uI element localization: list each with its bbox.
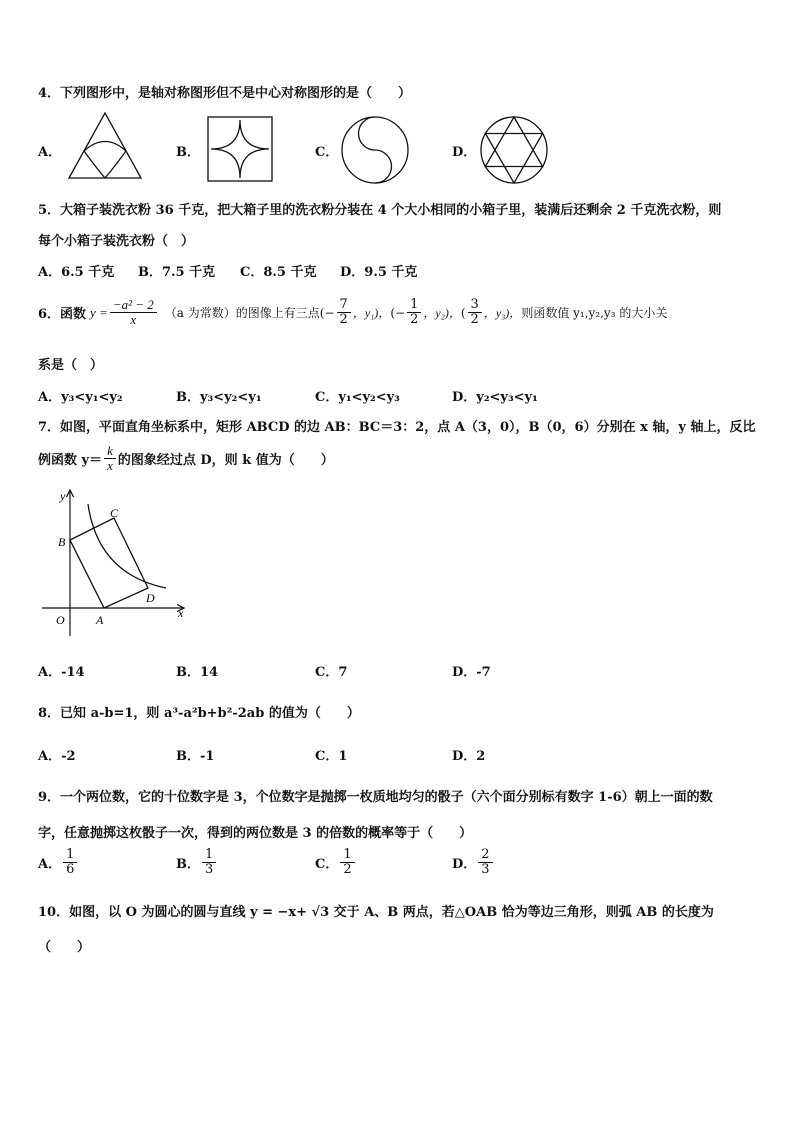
label-b: B: [58, 535, 66, 549]
q6-p2-num: 1: [407, 298, 421, 313]
q6-stem-line2: 系是（ ）: [38, 358, 104, 373]
q8-option-a: A．-2: [38, 749, 76, 764]
q6-function-fraction: [110, 298, 157, 328]
q6-p3-close: ，y₃)，: [483, 306, 522, 321]
q9-option-b-letter: B．: [176, 857, 200, 873]
label-o: O: [56, 613, 65, 627]
q5-option-b: B．7.5 千克: [138, 265, 216, 280]
q6-tail: 则函数值 y₁,y₂,y₃ 的大小关: [521, 306, 668, 321]
q6-p3-fraction: [468, 298, 482, 328]
q8-stem: 8．已知 a-b=1，则 a³-a²b+b²-2ab 的值为（ ）: [38, 706, 360, 721]
q4-option-d-label: D．: [452, 145, 477, 160]
q7-option-c: C．7: [315, 665, 348, 680]
q9-option-a-letter: A．: [38, 857, 62, 873]
q6-option-d: D．y₂<y₃<y₁: [452, 390, 538, 405]
q8-option-b: B．-1: [176, 749, 215, 764]
q9-option-d-letter: D．: [452, 857, 477, 873]
q6-option-a: A．y₃<y₁<y₂: [38, 390, 123, 405]
q6-p3-den: 2: [470, 312, 479, 328]
q6-option-c: C．y₁<y₂<y₃: [315, 390, 400, 405]
q9-option-a-fraction: [63, 848, 77, 878]
label-d: D: [146, 591, 155, 605]
q9-b-num: 1: [202, 848, 216, 863]
q6-p1-open: (−: [319, 305, 335, 320]
q9-option-b-fraction: [202, 848, 216, 878]
q7-option-b: B．14: [176, 665, 219, 680]
q9-a-den: 6: [66, 862, 75, 878]
label-y: y: [60, 489, 66, 503]
q10-stem-line2: （ ）: [38, 940, 91, 955]
q6-p1-den: 2: [339, 312, 348, 328]
q9-option-b: [176, 848, 218, 878]
q5-option-d: D．9.5 千克: [340, 265, 418, 280]
q6-stem-line1: [38, 298, 667, 328]
q6-p1-close: ，y₁)，: [352, 306, 391, 321]
q6-p2-fraction: [407, 298, 421, 328]
q4-option-b-label: B．: [176, 145, 200, 160]
q6-option-b: B．y₃<y₂<y₁: [176, 390, 262, 405]
q4-option-c-label: C．: [315, 145, 339, 160]
q9-stem-line2: 字，任意抛掷这枚骰子一次，得到的两位数是 3 的倍数的概率等于（ ）: [38, 826, 473, 841]
q9-d-den: 3: [481, 862, 490, 878]
q5-option-a: A．6.5 千克: [38, 265, 115, 280]
q5-stem-line2: 每个小箱子装洗衣粉（ ）: [38, 234, 195, 249]
q9-c-num: 1: [340, 848, 354, 863]
q4-figure-c: [338, 113, 412, 187]
q9-d-num: 2: [478, 848, 492, 863]
q4-figure-b: [205, 114, 275, 184]
q7-option-a: A．-14: [38, 665, 85, 680]
q6-fraction-num: −a² − 2: [110, 298, 157, 313]
q6-p2-open: (−: [390, 305, 406, 320]
label-c: C: [110, 506, 119, 520]
label-a: A: [96, 613, 104, 627]
q6-p2-close: ，y₂)，: [423, 306, 461, 321]
q4-option-a-label: A．: [38, 145, 62, 160]
q9-a-num: 1: [63, 848, 77, 863]
q10-stem-line1: 10．如图，以 O 为圆心的圆与直线 y = −x+ √3 交于 A、B 两点，若△OAB 恰为等边三角形，则弧 AB 的长度为: [38, 905, 714, 920]
q7-option-d: D．-7: [452, 665, 491, 680]
q6-p2-den: 2: [410, 312, 419, 328]
q9-option-c: [315, 848, 357, 878]
q4-figure-a: [66, 110, 144, 182]
q7-line2-suffix: 的图象经过点 D，则 k 值为（ ）: [117, 453, 334, 469]
q7-figure: [38, 484, 198, 644]
q9-c-den: 2: [343, 862, 352, 878]
q8-option-d: D．2: [452, 749, 486, 764]
q6-p1-fraction: [337, 298, 351, 328]
q6-p1-num: 7: [337, 298, 351, 313]
q7-stem-line1: 7．如图，平面直角坐标系中，矩形 ABCD 的边 AB：BC＝3：2，点 A（3，0），B（0，6）分别在 x 轴，y 轴上，反比: [38, 420, 756, 435]
q6-p3-num: 3: [468, 298, 482, 313]
q7-x: x: [107, 458, 113, 474]
q9-option-d-fraction: [478, 848, 492, 878]
rectangle-abcd: [70, 518, 148, 608]
q4-stem: 4．下列图形中，是轴对称图形但不是中心对称图形的是（ ）: [38, 86, 412, 101]
q6-p3-open: (: [460, 305, 466, 320]
q9-option-c-letter: C．: [315, 857, 339, 873]
q7-k: k: [104, 444, 116, 459]
q9-option-c-fraction: [340, 848, 354, 878]
q5-option-c: C．8.5 千克: [240, 265, 317, 280]
q6-prefix: 6．函数: [38, 307, 87, 323]
q9-stem-line1: 9．一个两位数，它的十位数字是 3，个位数字是抛掷一枚质地均匀的骰子（六个面分别标有数字 1-6）朝上一面的数: [38, 790, 713, 805]
q6-mid: （a 为常数）的图像上有三点: [164, 306, 320, 321]
q9-b-den: 3: [205, 862, 214, 878]
q7-line2-prefix: 例函数 y＝: [38, 453, 103, 469]
q9-option-d: [452, 848, 495, 878]
q6-fraction-den: x: [130, 312, 137, 328]
q5-stem-line1: 5．大箱子装洗衣粉 36 千克，把大箱子里的洗衣粉分装在 4 个大小相同的小箱子里，装满后还剩余 2 千克洗衣粉，则: [38, 203, 722, 218]
label-x: x: [178, 606, 184, 620]
q9-option-a: [38, 848, 79, 878]
q7-stem-line2: [38, 444, 334, 474]
q4-figure-d: [478, 114, 550, 186]
q8-option-c: C．1: [315, 749, 348, 764]
q6-y-eq: y =: [90, 304, 108, 320]
q7-k-over-x: [104, 444, 116, 474]
